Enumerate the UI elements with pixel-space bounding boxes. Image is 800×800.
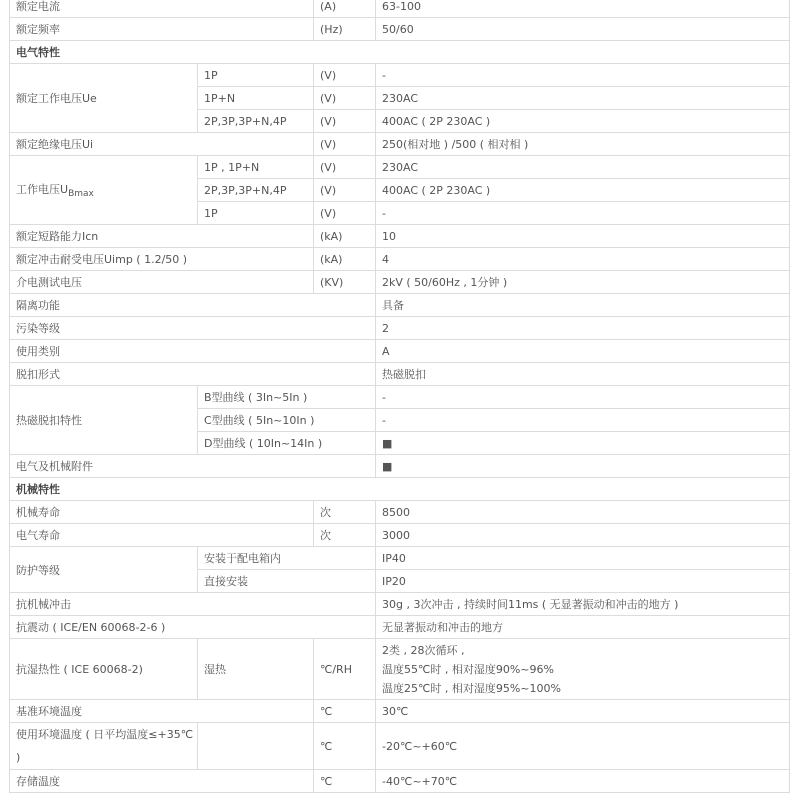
spec-value: 2kV ( 50/60Hz , 1分钟 ) bbox=[376, 271, 790, 294]
spec-value: 250(相对地 ) /500 ( 相对相 ) bbox=[376, 133, 790, 156]
spec-value: 30℃ bbox=[376, 700, 790, 723]
empty-cell bbox=[198, 723, 314, 770]
spec-value: - bbox=[376, 386, 790, 409]
value-line: 2类 , 28次循环 , bbox=[382, 643, 465, 657]
spec-unit: (V) bbox=[314, 110, 376, 133]
spec-unit: (kA) bbox=[314, 225, 376, 248]
spec-value: A bbox=[376, 340, 790, 363]
spec-sublabel: 1P+N bbox=[198, 87, 314, 110]
spec-value: 230AC bbox=[376, 156, 790, 179]
spec-sublabel: 1P bbox=[198, 64, 314, 87]
spec-label: 使用类别 bbox=[10, 340, 376, 363]
spec-unit: (V) bbox=[314, 179, 376, 202]
table-row bbox=[10, 593, 790, 616]
section-title: 电气特性 bbox=[10, 41, 790, 64]
spec-label: 介电测试电压 bbox=[10, 271, 314, 294]
table-row bbox=[10, 0, 790, 18]
spec-value: 具备 bbox=[376, 294, 790, 317]
spec-label: 隔离功能 bbox=[10, 294, 376, 317]
spec-label: 电气及机械附件 bbox=[10, 455, 376, 478]
table-row bbox=[10, 64, 790, 87]
table-row bbox=[10, 524, 790, 547]
spec-label: 额定电流 bbox=[10, 0, 314, 18]
spec-label bbox=[10, 156, 198, 225]
spec-label: 额定工作电压Ue bbox=[10, 64, 198, 133]
table-row bbox=[10, 18, 790, 41]
label-subscript: Bmax bbox=[68, 189, 94, 200]
table-row bbox=[10, 225, 790, 248]
spec-label: 基准环境温度 bbox=[10, 700, 314, 723]
spec-sublabel: 直接安装 bbox=[198, 570, 376, 593]
spec-value: -20℃~+60℃ bbox=[376, 723, 790, 770]
table-row bbox=[10, 271, 790, 294]
table-row bbox=[10, 723, 790, 770]
value-line: 温度25℃时 , 相对湿度95%~100% bbox=[382, 681, 561, 695]
spec-value: - bbox=[376, 64, 790, 87]
spec-unit: ℃ bbox=[314, 700, 376, 723]
spec-label: 使用环境温度 ( 日平均温度≤+35℃ ) bbox=[10, 723, 198, 770]
table-row bbox=[10, 363, 790, 386]
spec-sublabel: D型曲线 ( 10In~14In ) bbox=[198, 432, 376, 455]
spec-value: -40℃~+70℃ bbox=[376, 770, 790, 793]
spec-label: 防护等级 bbox=[10, 547, 198, 593]
spec-unit: (kA) bbox=[314, 248, 376, 271]
spec-sublabel: B型曲线 ( 3In~5In ) bbox=[198, 386, 376, 409]
spec-label: 抗机械冲击 bbox=[10, 593, 376, 616]
spec-unit: (V) bbox=[314, 202, 376, 225]
table-row bbox=[10, 317, 790, 340]
spec-label: 存储温度 bbox=[10, 770, 314, 793]
spec-label: 机械寿命 bbox=[10, 501, 314, 524]
spec-value: 8500 bbox=[376, 501, 790, 524]
spec-value: 63-100 bbox=[376, 0, 790, 18]
spec-value: 热磁脱扣 bbox=[376, 363, 790, 386]
spec-value: 无显著振动和冲击的地方 bbox=[376, 616, 790, 639]
spec-value: 3000 bbox=[376, 524, 790, 547]
spec-value: - bbox=[376, 409, 790, 432]
spec-unit: (Hz) bbox=[314, 18, 376, 41]
spec-value: 30g , 3次冲击 , 持续时间11ms ( 无显著振动和冲击的地方 ) bbox=[376, 593, 790, 616]
spec-value: IP20 bbox=[376, 570, 790, 593]
spec-unit: (V) bbox=[314, 156, 376, 179]
spec-value: ■ bbox=[376, 455, 790, 478]
spec-label: 热磁脱扣特性 bbox=[10, 386, 198, 455]
table-row bbox=[10, 639, 790, 700]
table-row bbox=[10, 156, 790, 179]
spec-sublabel: 2P,3P,3P+N,4P bbox=[198, 110, 314, 133]
spec-sublabel: 1P bbox=[198, 202, 314, 225]
table-row bbox=[10, 248, 790, 271]
spec-value: IP40 bbox=[376, 547, 790, 570]
spec-value: 50/60 bbox=[376, 18, 790, 41]
spec-label: 电气寿命 bbox=[10, 524, 314, 547]
spec-unit: (A) bbox=[314, 0, 376, 18]
table-row bbox=[10, 455, 790, 478]
section-header bbox=[10, 478, 790, 501]
spec-value: 2 bbox=[376, 317, 790, 340]
spec-unit: (V) bbox=[314, 64, 376, 87]
spec-label: 抗湿热性 ( ICE 60068-2) bbox=[10, 639, 198, 700]
table-row bbox=[10, 770, 790, 793]
spec-unit: (V) bbox=[314, 87, 376, 110]
table-row bbox=[10, 547, 790, 570]
spec-label: 污染等级 bbox=[10, 317, 376, 340]
spec-value: ■ bbox=[376, 432, 790, 455]
table-row bbox=[10, 616, 790, 639]
table-row bbox=[10, 294, 790, 317]
spec-label: 额定冲击耐受电压Uimp ( 1.2/50 ) bbox=[10, 248, 314, 271]
spec-value: 400AC ( 2P 230AC ) bbox=[376, 110, 790, 133]
spec-unit: (V) bbox=[314, 133, 376, 156]
spec-unit: 次 bbox=[314, 501, 376, 524]
spec-sublabel: 2P,3P,3P+N,4P bbox=[198, 179, 314, 202]
spec-table bbox=[9, 0, 790, 793]
spec-value: 4 bbox=[376, 248, 790, 271]
table-row bbox=[10, 133, 790, 156]
section-header bbox=[10, 41, 790, 64]
spec-value: 400AC ( 2P 230AC ) bbox=[376, 179, 790, 202]
value-line: 温度55℃时 , 相对湿度90%~96% bbox=[382, 662, 554, 676]
label-text: 工作电压U bbox=[16, 182, 69, 196]
table-row bbox=[10, 340, 790, 363]
spec-label: 脱扣形式 bbox=[10, 363, 376, 386]
spec-sublabel: 安装于配电箱内 bbox=[198, 547, 376, 570]
spec-label: 额定频率 bbox=[10, 18, 314, 41]
spec-sublabel: 1P , 1P+N bbox=[198, 156, 314, 179]
spec-unit: (KV) bbox=[314, 271, 376, 294]
table-row bbox=[10, 700, 790, 723]
spec-unit: ℃ bbox=[314, 723, 376, 770]
spec-value bbox=[376, 639, 790, 700]
spec-sublabel: 湿热 bbox=[198, 639, 314, 700]
section-title: 机械特性 bbox=[10, 478, 790, 501]
spec-value: - bbox=[376, 202, 790, 225]
table-row bbox=[10, 386, 790, 409]
table-row bbox=[10, 501, 790, 524]
spec-unit: ℃/RH bbox=[314, 639, 376, 700]
spec-label: 抗震动 ( ICE/EN 60068-2-6 ) bbox=[10, 616, 376, 639]
spec-unit: ℃ bbox=[314, 770, 376, 793]
spec-unit: 次 bbox=[314, 524, 376, 547]
spec-sublabel: C型曲线 ( 5In~10In ) bbox=[198, 409, 376, 432]
spec-label: 额定绝缘电压Ui bbox=[10, 133, 314, 156]
spec-value: 10 bbox=[376, 225, 790, 248]
spec-value: 230AC bbox=[376, 87, 790, 110]
spec-label: 额定短路能力Icn bbox=[10, 225, 314, 248]
